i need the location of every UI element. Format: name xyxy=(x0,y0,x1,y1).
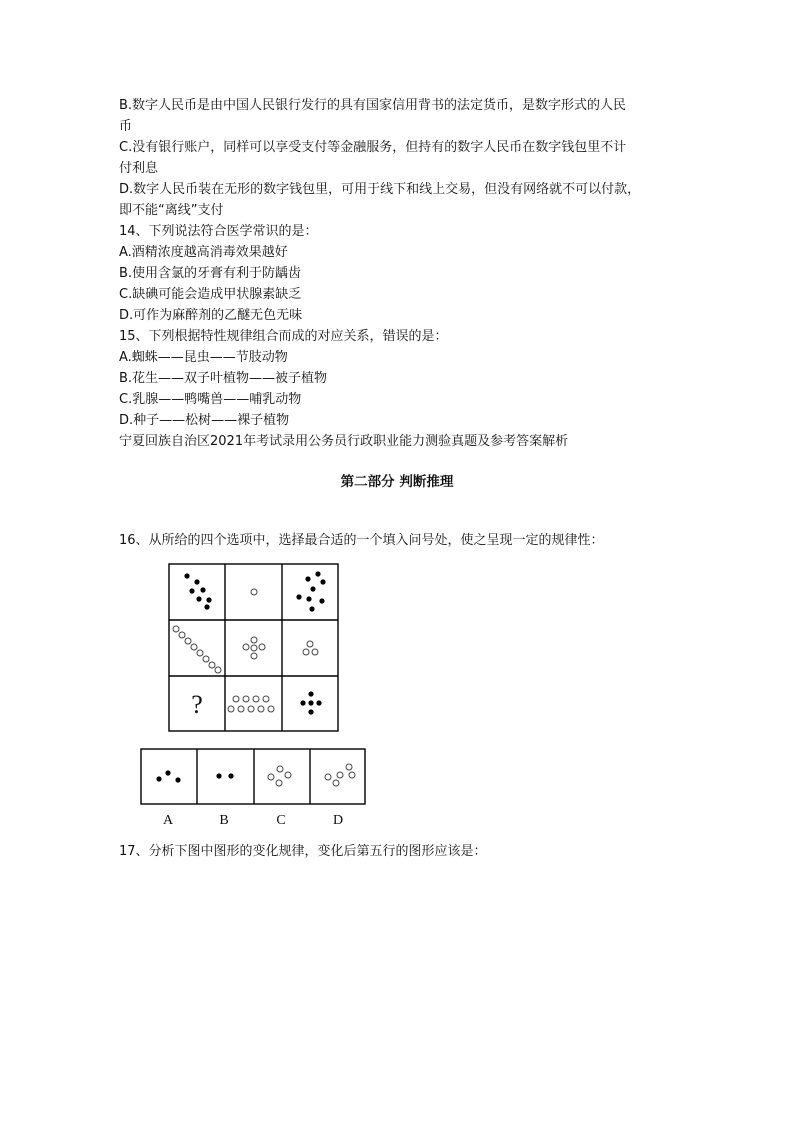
question-14: 14、下列说法符合医学常识的是： xyxy=(119,224,318,239)
text-line: 付利息 xyxy=(119,161,159,176)
option-c-dots xyxy=(268,766,291,786)
option-d-dots xyxy=(325,764,355,786)
option-line: B.使用含氯的牙膏有利于防龋齿 xyxy=(119,266,302,281)
cell-r1c3-dots xyxy=(296,571,325,611)
option-c-label: C xyxy=(276,813,286,828)
puzzle-grid xyxy=(168,563,340,733)
text-line: D.数字人民币装在无形的数字钱包里，可用于线下和线上交易，但没有网络就不可以付款， xyxy=(119,182,641,197)
option-line: C.乳腺——鸭嘴兽——哺乳动物 xyxy=(119,392,302,407)
answer-options xyxy=(140,748,367,806)
option-line: A.酒精浓度越高消毒效果越好 xyxy=(119,245,288,260)
cell-r3c2-dots xyxy=(228,696,274,712)
option-line: A.蜘蛛——昆虫——节肢动物 xyxy=(119,350,288,365)
option-b-label: B xyxy=(219,813,229,828)
cell-r2c3-dots xyxy=(303,641,318,655)
text-line: 即不能“离线”支付 xyxy=(119,203,224,218)
section-title: 第二部分 判断推理 xyxy=(340,474,454,490)
text-line: 币 xyxy=(119,119,133,134)
option-a-label: A xyxy=(162,813,174,828)
cell-r1c1-dots xyxy=(184,573,211,609)
option-b-dots xyxy=(216,773,233,778)
option-a-dots xyxy=(156,770,180,782)
text-line: B.数字人民币是由中国人民银行发行的具有国家信用背书的法定货币，是数字形式的人民 xyxy=(119,98,627,113)
cell-r2c2-dots xyxy=(243,637,265,659)
question-16: 16、从所给的四个选项中，选择最合适的一个填入问号处，使之呈现一定的规律性： xyxy=(119,533,604,548)
option-d-label: D xyxy=(332,813,344,828)
option-line: B.花生——双子叶植物——被子植物 xyxy=(119,371,328,386)
option-line: D.种子——松树——裸子植物 xyxy=(119,413,290,428)
option-line: D.可作为麻醉剂的乙醚无色无味 xyxy=(119,308,303,323)
source-note: 宁夏回族自治区2021年考试录用公务员行政职业能力测验真题及参考答案解析 xyxy=(119,434,569,449)
question-mark: ? xyxy=(191,690,203,719)
text-line: C.没有银行账户，同样可以享受支付等金融服务，但持有的数字人民币在数字钱包里不计 xyxy=(119,140,627,155)
cell-r3c3-dots xyxy=(300,691,321,714)
cell-r2c1-dots xyxy=(173,626,221,673)
question-17: 17、分析下图中图形的变化规律，变化后第五行的图形应该是： xyxy=(119,844,487,859)
option-line: C.缺碘可能会造成甲状腺素缺乏 xyxy=(119,287,302,302)
cell-r1c2-dots xyxy=(251,589,257,595)
question-15: 15、下列根据特性规律组合而成的对应关系，错误的是： xyxy=(119,329,448,344)
